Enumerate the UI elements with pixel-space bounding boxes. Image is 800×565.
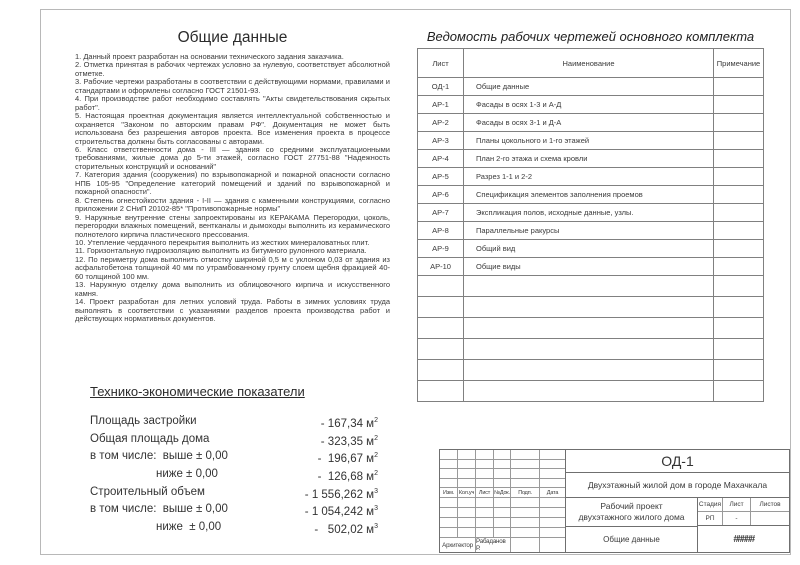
stamp-cell: [476, 518, 494, 527]
stamp-cell: [440, 460, 458, 469]
stamp-cell: [458, 460, 476, 469]
sheet-cell: АР-9: [418, 240, 464, 258]
note-cell: [714, 276, 764, 297]
note-cell: [714, 381, 764, 402]
stamp-cell: [494, 508, 511, 517]
signature-role: Архитектор: [440, 538, 476, 552]
stamp-grid-row: [440, 498, 565, 508]
sheets-value-cell: [751, 512, 789, 525]
stamp-cell: [511, 460, 540, 469]
table-row: [418, 96, 764, 114]
name-cell: Общие данные: [464, 78, 714, 96]
stamp-grid-row: [440, 528, 565, 538]
name-cell: [464, 339, 714, 360]
name-cell: Экспликация полов, исходные данные, узлы.: [464, 204, 714, 222]
stamp-cell: [440, 469, 458, 478]
sheets-header-cell: Листов: [759, 501, 781, 508]
stamp-cell: [540, 450, 565, 459]
note-cell: [714, 240, 764, 258]
tech-econ-label: ниже ± 0,00: [156, 520, 222, 533]
stamp-cell: [511, 469, 540, 478]
value-text: - 126,68 м: [317, 470, 375, 483]
table-row-empty: [418, 381, 764, 402]
tech-econ-label: в том числе: выше ± 0,00: [90, 450, 228, 463]
stamp-grid-row: [440, 508, 565, 518]
value-text: - 1 556,262 м: [304, 488, 375, 501]
sheet-cell: АР-4: [418, 150, 464, 168]
stamp-col-header: Подп.: [511, 488, 540, 497]
table-row-empty: [418, 318, 764, 339]
sheet-cell: АР-6: [418, 186, 464, 204]
stamp-cell: [511, 508, 540, 517]
tech-econ-row: [90, 414, 378, 432]
sheet-header-cell: Лист: [723, 498, 751, 511]
stage-header-cell: Стадия: [698, 498, 723, 511]
stamp-grid-row: [440, 460, 565, 470]
stamp-cell: [440, 528, 458, 537]
note-cell: [714, 114, 764, 132]
sheet-cell: [418, 297, 464, 318]
sheet-cell: АР-7: [418, 204, 464, 222]
name-cell: [464, 318, 714, 339]
tech-econ-label: ниже ± 0,00: [156, 467, 218, 480]
tech-econ-value: [228, 449, 378, 467]
sheet-cell: АР-3: [418, 132, 464, 150]
stamp-cell: [540, 460, 565, 469]
tech-econ-row: [90, 432, 378, 450]
stamp-cell: [458, 528, 476, 537]
tech-econ-value: [205, 485, 378, 503]
note-cell: [714, 168, 764, 186]
note-cell: [714, 297, 764, 318]
general-note: 8. Степень огнестойкости здания - I-II — здания с каменными конструкциями, согласно приложении 2 СНиП 20102-85* "Противопожарные нормы": [75, 195, 390, 214]
tech-econ-value: [228, 502, 378, 520]
name-cell: [464, 381, 714, 402]
stamp-cell: [494, 450, 511, 459]
name-cell: Фасады в осях 3-1 и Д-А: [464, 114, 714, 132]
stage-value-cell: РП: [698, 512, 723, 525]
tech-econ-row: [90, 485, 378, 503]
table-row-empty: [418, 297, 764, 318]
note-cell: [714, 150, 764, 168]
name-cell: План 2-го этажа и схема кровли: [464, 150, 714, 168]
stamp-cell: [511, 528, 540, 537]
general-note: 7. Категория здания (сооружения) по взрывопожарной и пожарной опасности согласно НПБ 105-95 "Определение категорий помещений и зданий по взрывопожарной и пожарной опасности".: [75, 170, 390, 197]
stamp-grid-row: [440, 450, 565, 460]
stamp-cell: [540, 508, 565, 517]
stamp-cell: [494, 460, 511, 469]
name-cell: [464, 360, 714, 381]
general-data-title: Общие данные: [177, 29, 288, 46]
table-row-empty: [418, 360, 764, 381]
title-block-main: [566, 450, 789, 552]
title-block-document: Рабочий проект двухэтажного жилого дома: [566, 498, 697, 527]
note-cell: [714, 78, 764, 96]
drawing-register-section: [417, 29, 764, 402]
stamp-cell: [476, 469, 494, 478]
stamp-grid-row: [440, 469, 565, 479]
name-cell: Общий вид: [464, 240, 714, 258]
stamp-cell: [494, 518, 511, 527]
stamp-cell: [440, 450, 458, 459]
title-block-bottom: [566, 498, 789, 552]
stamp-cell: [511, 518, 540, 527]
table-row: [418, 150, 764, 168]
stamp-cell: [494, 479, 511, 488]
stamp-cell: [511, 498, 540, 507]
stamp-col-header: №Док.: [494, 489, 510, 496]
note-cell: [714, 360, 764, 381]
note-cell: [714, 186, 764, 204]
tech-econ-label: Площадь застройки: [90, 415, 197, 427]
general-note: 2. Отметка принятая в рабочих чертежах условно за нулевую, соответствует абсолютной отметке.: [75, 60, 390, 78]
tech-econ-value: [218, 467, 378, 485]
stamp-cell: [458, 498, 476, 507]
drawing-register-title: Ведомость рабочих чертежей основного комплекта: [426, 29, 755, 44]
tech-econ-title: Технико-экономические показатели: [90, 384, 305, 399]
general-note: 3. Рабочие чертежи разработаны в соответствии с действующими нормами, правилами и стандартами и оформлены согласно ГОСТ 21501-93.: [75, 77, 390, 95]
sheet-cell: [418, 318, 464, 339]
stamp-cell: [476, 528, 494, 537]
stamp-meta-values-row: [698, 512, 789, 526]
column-header-name: Наименование: [464, 49, 714, 78]
table-row-empty: [418, 276, 764, 297]
table-row: [418, 258, 764, 276]
value-text: - 167,34 м: [320, 417, 375, 430]
note-cell: [714, 318, 764, 339]
sheet-cell: ОД-1: [418, 78, 464, 96]
value-text: - 502,02 м: [314, 523, 375, 536]
sheet-cell: [418, 276, 464, 297]
table-row: [418, 240, 764, 258]
unit-superscript: 2: [374, 469, 378, 477]
stamp-cell: [494, 498, 511, 507]
name-cell: Фасады в осях 1-3 и А-Д: [464, 96, 714, 114]
general-note: 4. При производстве работ необходимо составлять "Акты свидетельствования скрытых работ".: [75, 94, 390, 112]
stamp-cell: [440, 518, 458, 527]
table-row: [418, 168, 764, 186]
sheet-number-placeholder: #####: [733, 533, 754, 545]
general-note: 13. Наружную отделку дома выполнить из облицовочного кирпича и искусственного камня.: [75, 280, 390, 298]
sheet-cell: АР-1: [418, 96, 464, 114]
tech-econ-value: [221, 520, 378, 538]
stamp-cell: [458, 469, 476, 478]
table-row: [418, 186, 764, 204]
unit-superscript: 2: [374, 434, 378, 442]
stamp-signature-row: [440, 538, 565, 552]
note-cell: [714, 222, 764, 240]
general-note: 1. Данный проект разработан на основании технического задания заказчика.: [75, 52, 344, 61]
column-header-sheet: Лист: [418, 49, 464, 78]
name-cell: Общие виды: [464, 258, 714, 276]
signature-date-cell: [540, 538, 565, 552]
tech-econ-label: Общая площадь дома: [90, 432, 210, 445]
name-cell: Спецификация элементов заполнения проемов: [464, 186, 714, 204]
sheet-cell: [418, 339, 464, 360]
name-cell: [464, 297, 714, 318]
stamp-cell: [540, 469, 565, 478]
table-row-empty: [418, 339, 764, 360]
unit-superscript: 2: [374, 417, 378, 424]
stamp-cell: [476, 498, 494, 507]
note-cell: [714, 204, 764, 222]
stamp-meta-header-row: [698, 498, 789, 512]
tech-econ-value: [209, 432, 378, 450]
tech-econ-label: Строительный объем: [90, 485, 205, 498]
note-cell: [714, 132, 764, 150]
value-text: - 323,35 м: [320, 435, 375, 448]
general-note: 9. Наружные внутренние стены запроектированы из КЕРАКАМА Перегородки, цоколь, перегородки влажных помещений, вентканалы и дымоходы выполнить из керамического полнотелого кирпича пластического прессования.: [75, 212, 390, 239]
general-data-section: [75, 29, 390, 324]
stamp-cell: [511, 479, 540, 488]
title-block-object: Двухэтажный жилой дом в городе Махачкала: [566, 473, 789, 498]
stamp-col-header: Изм.: [440, 488, 458, 497]
stamp-cell: [476, 450, 494, 459]
unit-superscript: 3: [374, 487, 378, 495]
table-row: [418, 204, 764, 222]
stamp-cell: [494, 469, 511, 478]
note-cell: [714, 96, 764, 114]
tech-econ-row: [90, 467, 378, 485]
table-row: [418, 132, 764, 150]
sheet-cell: [418, 381, 464, 402]
stamp-cell: [476, 460, 494, 469]
title-block-doc-column: [566, 498, 698, 552]
general-note: 11. Горизонтальную гидроизоляцию выполнить из битумного рулонного материала.: [75, 246, 367, 256]
stamp-cell: [440, 479, 458, 488]
title-block-code: ОД-1: [566, 450, 789, 473]
title-block: [439, 449, 790, 553]
stamp-cell: [458, 479, 476, 488]
stamp-col-header: Дата: [546, 489, 559, 496]
stamp-cell: [511, 450, 540, 459]
title-block-revision-grid: [440, 450, 566, 552]
column-header-note: Примечание: [714, 49, 764, 78]
stamp-col-header: Лист: [476, 488, 494, 497]
stamp-cell: [458, 508, 476, 517]
unit-superscript: 3: [374, 522, 378, 530]
tech-econ-row: [90, 520, 378, 538]
sheet-value-cell: -: [723, 512, 751, 525]
tech-econ-row: [90, 449, 378, 467]
title-block-section: Общие данные: [603, 535, 660, 544]
name-cell: Параллельные ракурсы: [464, 222, 714, 240]
stamp-cell: [540, 528, 565, 537]
unit-superscript: 2: [374, 452, 378, 460]
value-text: - 1 054,242 м: [304, 505, 375, 518]
stamp-grid-row: [440, 518, 565, 528]
name-cell: [464, 276, 714, 297]
table-row: [418, 222, 764, 240]
stamp-cell: [440, 498, 458, 507]
stamp-cell: [440, 508, 458, 517]
stamp-cell: [540, 498, 565, 507]
general-note: 14. Проект разработан для летних условий труда. Работы в зимних условиях труда выполнять в соответствии с указаниями разделов проекта производства работ и действующих нормативных документов.: [75, 297, 390, 324]
unit-superscript: 3: [374, 505, 378, 513]
stamp-cell: [540, 479, 565, 488]
stamp-cell: [476, 508, 494, 517]
sheet-cell: АР-5: [418, 168, 464, 186]
stamp-cell: [540, 518, 565, 527]
table-row: [418, 78, 764, 96]
table-header-row: [418, 49, 764, 78]
general-note: 5. Настоящая проектная документация является интеллектуальной собственностью и охраняется "Законом по авторским правам РФ". Документация не может быть использована без разрешения авторов проекта. Все изменения проекта в процессе строительства должны быть согласованы с авторами.: [75, 111, 390, 146]
note-cell: [714, 339, 764, 360]
table-row: [418, 114, 764, 132]
tech-econ-row: [90, 502, 378, 520]
stamp-cell: [458, 518, 476, 527]
sheet-cell: АР-2: [418, 114, 464, 132]
sheet-cell: [418, 360, 464, 381]
general-note: 12. По периметру дома выполнить отмостку шириной 0,5 м с уклоном 0,03 от здания из асфальтобетона толщиной 40 мм по утрамбованному грунту слоем щебня фракцией 40-60 толщиной 100 мм.: [75, 254, 390, 281]
signature-sign-cell: [511, 538, 540, 552]
name-cell: Планы цокольного и 1-го этажей: [464, 132, 714, 150]
sheet-cell: АР-10: [418, 258, 464, 276]
stamp-cell: [458, 450, 476, 459]
tech-econ-value: [197, 414, 378, 432]
sheet-cell: АР-8: [418, 222, 464, 240]
stamp-col-header: Кол.уч: [458, 489, 475, 496]
signature-name: Рабаданов Р.: [476, 538, 511, 552]
stamp-grid-row: [440, 479, 565, 489]
stamp-header-row: [440, 488, 565, 498]
value-text: - 196,67 м: [317, 453, 375, 466]
tech-econ-section: [90, 384, 378, 537]
general-note: 10. Утепление чердачного перекрытия выполнить из жестких минераловатных плит.: [75, 237, 370, 247]
title-block-meta: [698, 498, 789, 552]
stamp-cell: [494, 528, 511, 537]
general-note: 6. Класс ответственности дома - III — здания со средними эксплуатационными требованиями, жилые дома до 5-ти этажей, согласно ГОСТ 27751-88 "Надежность сторительных конструкций и оснований": [75, 144, 390, 171]
stamp-cell: [476, 479, 494, 488]
tech-econ-label: в том числе: выше ± 0,00: [90, 503, 228, 516]
note-cell: [714, 258, 764, 276]
drawing-register-table: [417, 48, 764, 402]
name-cell: Разрез 1-1 и 2-2: [464, 168, 714, 186]
